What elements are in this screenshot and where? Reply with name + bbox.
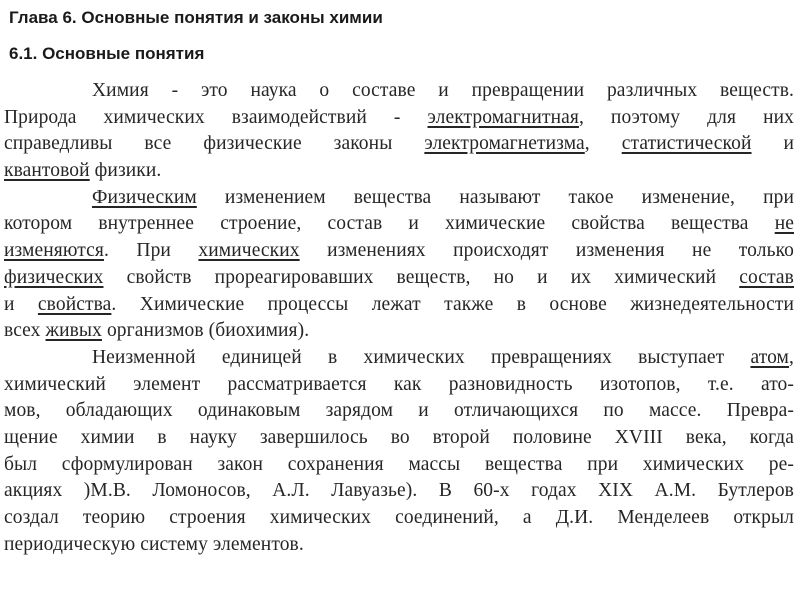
text-line: [4, 238, 794, 265]
underlined-term: атом: [750, 346, 790, 368]
text-line: [4, 345, 794, 372]
text-line: [4, 265, 794, 292]
text-run: физики.: [89, 160, 162, 182]
paragraph: [4, 78, 794, 185]
underlined-term: изменяются: [4, 240, 104, 262]
underlined-term: химических: [198, 240, 300, 262]
text-run: акциях )М.В. Ломоносов, А.Л. Лавуазье). В 60-х годах XIX А.М. Бутлеров: [4, 480, 794, 502]
underlined-term: электромагнетизма: [424, 133, 585, 155]
paragraph: [4, 345, 794, 559]
text-run: периодическую систему элементов.: [4, 533, 304, 555]
text-run: , поэтому для них: [578, 106, 794, 128]
text-line: [4, 158, 794, 185]
underlined-term: электромагнитная: [427, 106, 579, 128]
text-run: котором внутреннее строение, состав и химические свойства вещества: [4, 213, 775, 235]
underlined-term: физических: [4, 266, 104, 288]
underlined-term: состав: [739, 266, 794, 288]
paragraph: [4, 185, 794, 345]
underlined-term: квантовой: [4, 160, 90, 182]
text-line: [4, 398, 794, 425]
text-run: справедливы все физические законы: [4, 133, 425, 155]
text-line: [4, 211, 794, 238]
text-run: и: [4, 293, 38, 315]
section-title: 6.1. Основные понятия: [9, 44, 205, 63]
text-line: [4, 105, 794, 132]
text-line: [4, 292, 794, 319]
text-run: Неизменной единицей в химических превращениях выступает: [92, 346, 751, 368]
text-run: был сформулирован закон сохранения массы вещества при химических ре-: [4, 453, 794, 475]
text-line: [4, 78, 794, 105]
text-run: . При: [103, 240, 199, 262]
underlined-term: не: [774, 213, 794, 235]
text-run: Химия - это наука о составе и превращении различных веществ.: [92, 80, 794, 101]
text-run: . Химические процессы лежат также в основе жизнедеятельности: [111, 293, 795, 315]
text-run: ,: [584, 133, 622, 155]
chapter-title: Глава 6. Основные понятия и законы химии: [9, 8, 383, 27]
text-line: [4, 185, 794, 212]
text-line: [4, 505, 794, 532]
underlined-term: свойства: [37, 293, 112, 315]
text-run: Природа химических взаимодействий -: [4, 106, 428, 128]
text-run: и: [751, 133, 795, 155]
text-run: создал теорию строения химических соединений, а Д.И. Менделеев открыл: [4, 507, 794, 528]
text-line: [4, 532, 794, 559]
underlined-term: статистической: [621, 133, 752, 155]
text-run: химический элемент рассматривается как разновидность изотопов, т.е. ато-: [4, 373, 794, 395]
text-run: изменениях происходят изменения не только: [299, 240, 795, 262]
text-line: [4, 478, 794, 505]
text-line: [4, 425, 794, 452]
text-line: [4, 372, 794, 399]
text-run: мов, обладающих одинаковым зарядом и отличающихся по массе. Превра-: [4, 400, 794, 422]
text-run: ,: [789, 346, 794, 368]
text-line: [4, 131, 794, 158]
underlined-term: Физическим: [92, 186, 197, 208]
underlined-term: живых: [45, 320, 102, 342]
text-run: всех: [4, 320, 46, 342]
text-line: [4, 318, 794, 345]
body-text: [4, 78, 794, 558]
text-run: щение химии в науку завершилось во второй половине XVIII века, когда: [4, 426, 794, 448]
text-run: организмов (биохимия).: [101, 320, 310, 342]
text-run: свойств прореагировавших веществ, но и их химический: [103, 266, 740, 288]
text-line: [4, 452, 794, 479]
text-run: изменением вещества называют такое изменение, при: [196, 186, 794, 208]
